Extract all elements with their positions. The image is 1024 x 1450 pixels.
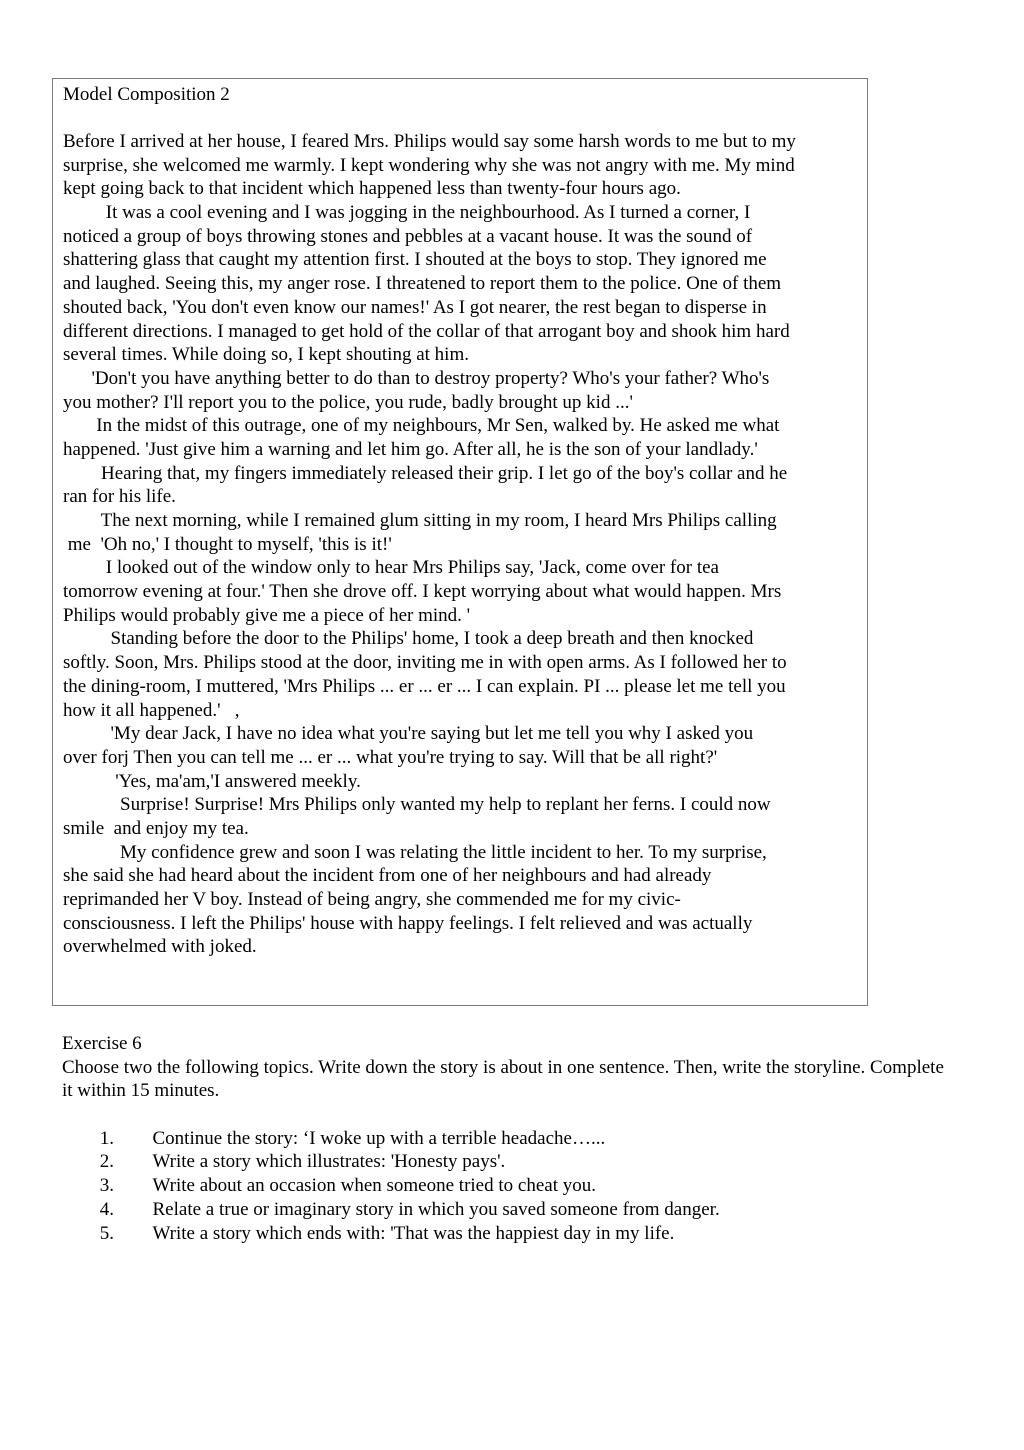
- composition-body: [63, 130, 863, 959]
- list-item: [62, 1103, 1022, 1149]
- composition-line: shouted back, 'You don't even know our names!' As I got nearer, the rest began to disperse in: [63, 296, 767, 318]
- composition-line: how it all happened.' ,: [63, 699, 240, 721]
- composition-line: tomorrow evening at four.' Then she drove off. I kept worrying about what would happen. Mrs: [63, 581, 782, 603]
- list-item: [62, 1127, 1022, 1173]
- composition-line: softly. Soon, Mrs. Philips stood at the door, inviting me in with open arms. As I followed her to: [63, 652, 787, 674]
- topic-list: [62, 1103, 1022, 1244]
- composition-line: surprise, she welcomed me warmly. I kept wondering why she was not angry with me. My mind: [63, 154, 795, 176]
- exercise-instruction: it within 15 minutes.: [62, 1080, 220, 1102]
- composition-title: Model Composition 2: [63, 84, 230, 105]
- topic-number: 3.: [99, 1175, 114, 1197]
- composition-line: noticed a group of boys throwing stones and pebbles at a vacant house. It was the sound of: [63, 225, 753, 247]
- composition-line: Philips would probably give me a piece of her mind. ': [63, 604, 471, 626]
- model-composition-box: [52, 78, 868, 1006]
- composition-line: Hearing that, my fingers immediately released their grip. I let go of the boy's collar and he: [63, 462, 788, 484]
- composition-line: over forj Then you can tell me ... er ... what you're trying to say. Will that be all right?': [63, 746, 718, 768]
- topic-text: Continue the story: ‘I woke up with a terrible headache…...: [152, 1127, 606, 1149]
- exercise-section: [62, 1032, 1022, 1244]
- composition-line: Surprise! Surprise! Mrs Philips only wanted my help to replant her ferns. I could now: [63, 794, 771, 816]
- composition-line: smile and enjoy my tea.: [63, 817, 249, 839]
- composition-line: 'Don't you have anything better to do than to destroy property? Who's your father? Who's: [63, 367, 770, 389]
- composition-line: the dining-room, I muttered, 'Mrs Philips ... er ... er ... I can explain. PI ... please let me tell you: [63, 675, 786, 697]
- topic-number: 2.: [99, 1151, 114, 1173]
- composition-line: In the midst of this outrage, one of my neighbours, Mr Sen, walked by. He asked me what: [63, 415, 780, 437]
- topic-number: 5.: [99, 1222, 114, 1244]
- composition-line: I looked out of the window only to hear Mrs Philips say, 'Jack, come over for tea: [63, 557, 719, 579]
- composition-line: The next morning, while I remained glum sitting in my room, I heard Mrs Philips calling: [63, 510, 777, 531]
- topic-text: Write about an occasion when someone tried to cheat you.: [152, 1175, 596, 1197]
- topic-number: 4.: [99, 1198, 114, 1220]
- composition-line: Before I arrived at her house, I feared Mrs. Philips would say some harsh words to me but to my: [63, 131, 796, 152]
- composition-line: different directions. I managed to get hold of the collar of that arrogant boy and shook him hard: [63, 320, 790, 342]
- composition-line: overwhelmed with joked.: [63, 936, 257, 958]
- composition-line: happened. 'Just give him a warning and let him go. After all, he is the son of your landlady.': [63, 438, 758, 460]
- composition-line: and laughed. Seeing this, my anger rose. I threatened to report them to the police. One of them: [63, 273, 782, 295]
- topic-number: 1.: [99, 1127, 114, 1149]
- composition-line: kept going back to that incident which happened less than twenty-four hours ago.: [63, 178, 681, 200]
- composition-line: ran for his life.: [63, 486, 176, 508]
- exercise-instruction: Choose two the following topics. Write down the story is about in one sentence. Then, write the storyline. Complete: [62, 1056, 944, 1078]
- composition-line: 'My dear Jack, I have no idea what you're saying but let me tell you why I asked you: [63, 723, 754, 745]
- composition-line: Standing before the door to the Philips' home, I took a deep breath and then knocked: [63, 628, 754, 650]
- topic-text: Write a story which ends with: 'That was the happiest day in my life.: [152, 1222, 675, 1244]
- composition-line: 'Yes, ma'am,'I answered meekly.: [63, 770, 361, 792]
- list-item: [62, 1174, 1022, 1220]
- list-item: [62, 1198, 1022, 1244]
- composition-line: reprimanded her V boy. Instead of being angry, she commended me for my civic-: [63, 889, 681, 910]
- composition-line: shattering glass that caught my attention first. I shouted at the boys to stop. They ignored me: [63, 249, 767, 271]
- composition-line: My confidence grew and soon I was relating the little incident to her. To my surprise,: [63, 841, 767, 863]
- topic-text: Relate a true or imaginary story in which you saved someone from danger.: [152, 1198, 720, 1220]
- composition-line: she said she had heard about the incident from one of her neighbours and had already: [63, 865, 712, 887]
- composition-line: It was a cool evening and I was jogging in the neighbourhood. As I turned a corner, I: [63, 202, 751, 224]
- composition-line: you mother? I'll report you to the police, you rude, badly brought up kid ...': [63, 391, 633, 413]
- composition-line: me 'Oh no,' I thought to myself, 'this is it!': [63, 533, 392, 555]
- composition-line: several times. While doing so, I kept shouting at him.: [63, 344, 469, 366]
- exercise-title: Exercise 6: [62, 1033, 142, 1054]
- list-item: [62, 1150, 1022, 1197]
- composition-line: consciousness. I left the Philips' house with happy feelings. I felt relieved and was actually: [63, 912, 753, 934]
- topic-text: Write a story which illustrates: 'Honesty pays'.: [152, 1151, 506, 1173]
